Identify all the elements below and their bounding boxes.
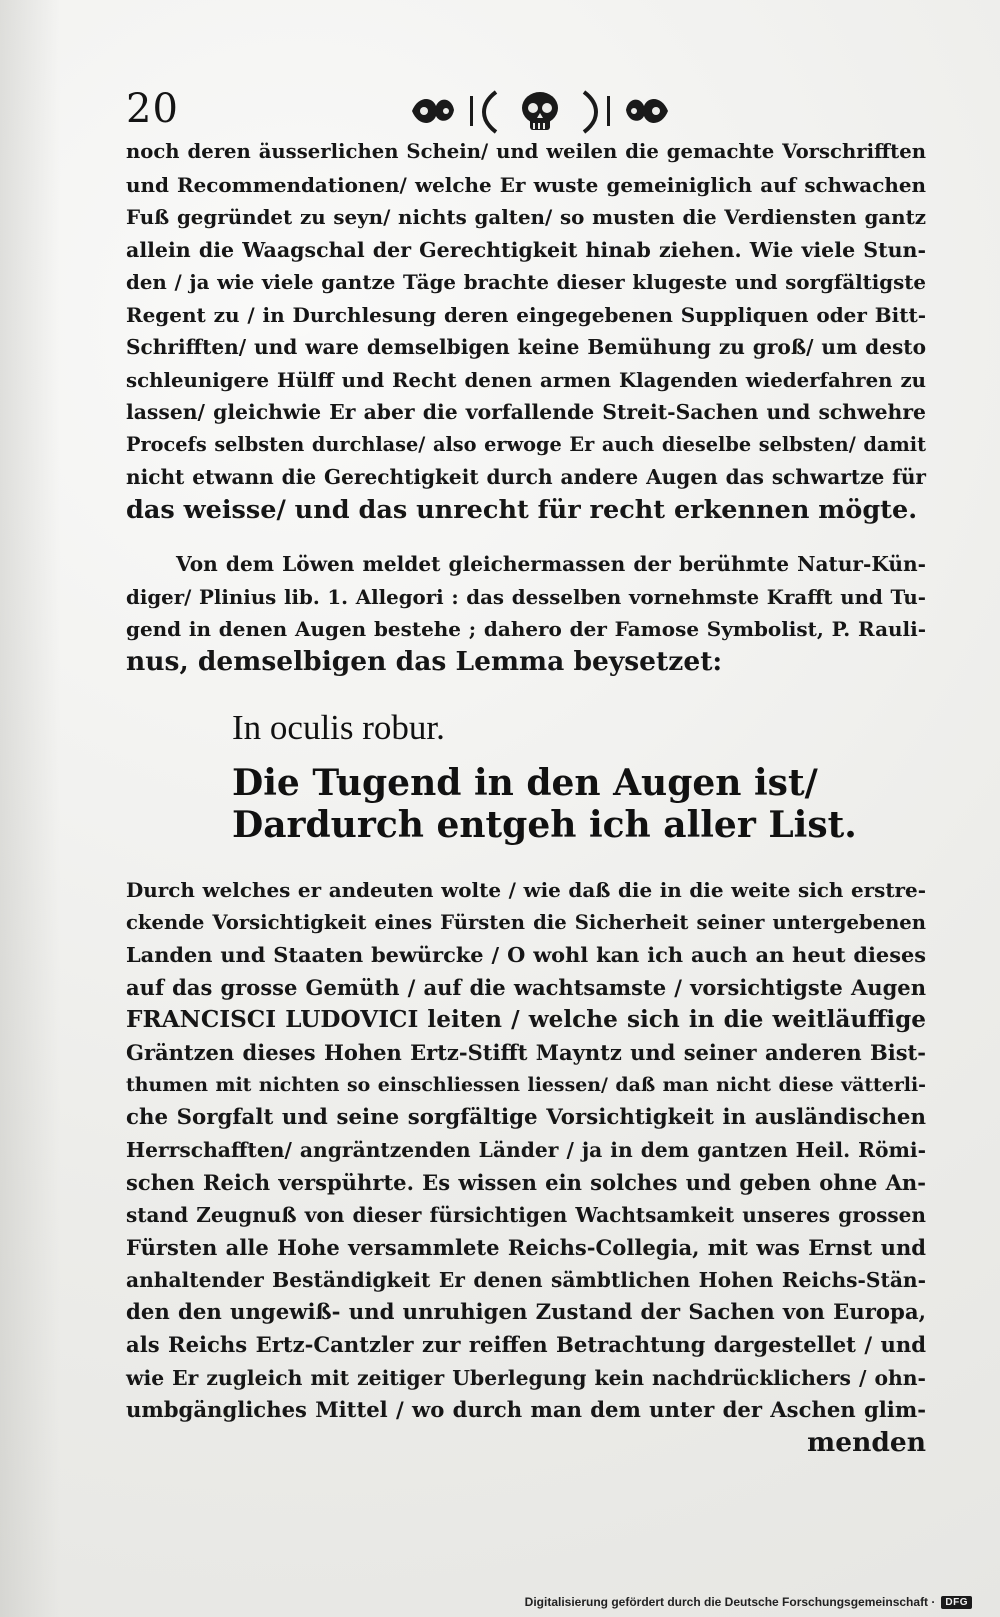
paragraph-2 bbox=[126, 548, 926, 678]
page-header bbox=[120, 86, 840, 136]
text-line: Regent zu / in Durchlesung deren eingegebenen Suppliquen oder Bitt- bbox=[126, 302, 926, 327]
motto-german-line-2: Dardurch entgeh ich aller List. bbox=[232, 804, 857, 846]
text-line: und Recommendationen/ welche Er wuste gemeiniglich auf schwachen bbox=[126, 172, 926, 197]
text-line: Fürsten alle Hohe versammlete Reichs-Collegia, mit was Ernst und bbox=[126, 1234, 926, 1260]
text-line: lassen/ gleichwie Er aber die vorfallende Streit-Sachen und schwehre bbox=[126, 400, 926, 424]
page-number: 20 bbox=[126, 86, 179, 132]
text-line: Fuß gegründet zu seyn/ nichts galten/ so musten die Verdiensten gantz bbox=[126, 205, 926, 229]
text-line: schleunigere Hülff und Recht denen armen Klagenden wiederfahren zu bbox=[126, 367, 926, 392]
text-line: gend in denen Augen bestehe ; dahero der Famose Symbolist, P. Rauli- bbox=[126, 617, 926, 641]
text-line: umbgängliches Mittel / wo durch man dem unter der Aschen glim- bbox=[126, 1397, 926, 1422]
text-line: den / ja wie viele gantze Täge brachte dieser klugeste und sorgfältigste bbox=[126, 270, 926, 294]
dfg-logo: DFG bbox=[941, 1596, 972, 1609]
text-line: als Reichs Ertz-Cantzler zur reiffen Betrachtung dargestellet / und bbox=[126, 1332, 926, 1357]
page-gutter-shadow bbox=[0, 0, 60, 1617]
text-line: nus, demselbigen das Lemma beysetzet: bbox=[126, 645, 723, 677]
text-line: den den ungewiß- und unruhigen Zustand der Sachen von Europa, bbox=[126, 1299, 926, 1325]
text-line: nicht etwann die Gerechtigkeit durch andere Augen das schwartze für bbox=[126, 465, 926, 489]
text-line: ckende Vorsichtigkeit eines Fürsten die Sicherheit seiner untergebenen bbox=[126, 910, 926, 934]
motto-latin: In oculis robur. bbox=[232, 708, 445, 747]
text-line: Landen und Staaten bewürcke / O wohl kan ich auch an heut dieses bbox=[126, 942, 926, 967]
text-line: che Sorgfalt und seine sorgfältige Vorsichtigkeit in ausländischen bbox=[126, 1104, 926, 1130]
text-line: schen Reich verspührte. Es wissen ein solches und geben ohne An- bbox=[126, 1169, 926, 1195]
text-line: anhaltender Beständigkeit Er denen sämbtlichen Hohen Reichs-Stän- bbox=[126, 1268, 926, 1292]
text-line: FRANCISCI LUDOVICI leiten / welche sich in die weitläuffige bbox=[126, 1006, 926, 1033]
text-line: Procefs selbsten durchlase/ also erwoge Er auch dieselbe selbsten/ damit bbox=[126, 432, 926, 456]
text-line: Durch welches er andeuten wolte / wie daß die in die weite sich erstre- bbox=[126, 878, 926, 902]
digitization-credit bbox=[525, 1595, 972, 1609]
text-line: auf das grosse Gemüth / auf die wachtsamste / vorsichtigste Augen bbox=[126, 974, 926, 1000]
motto-german-line-1: Die Tugend in den Augen ist/ bbox=[232, 762, 818, 804]
text-line: Schrifften/ und ware demselbigen keine Bemühung zu groß/ um desto bbox=[126, 335, 926, 359]
text-line: stand Zeugnuß von dieser fürsichtigen Wachtsamkeit unseres grossen bbox=[126, 1203, 926, 1227]
text-line: wie Er zugleich mit zeitiger Uberlegung kein nachdrücklichers / ohn- bbox=[126, 1365, 926, 1390]
skull-ornament-icon bbox=[400, 86, 680, 136]
text-line: Herrschafften/ angräntzenden Länder / ja in dem gantzen Heil. Römi- bbox=[126, 1138, 926, 1162]
credit-text: Digitalisierung gefördert durch die Deutsche Forschungsgemeinschaft · bbox=[524, 1595, 936, 1609]
text-line: noch deren äusserlichen Schein/ und weilen die gemachte Vorschrifften bbox=[126, 140, 926, 163]
text-line: Gräntzen dieses Hohen Ertz-Stifft Mayntz und seiner anderen Bist- bbox=[126, 1039, 926, 1065]
paragraph-3 bbox=[126, 874, 926, 1459]
text-line: allein die Waagschal der Gerechtigkeit hinab ziehen. Wie viele Stun- bbox=[126, 237, 926, 262]
motto-german bbox=[232, 762, 857, 846]
text-line: thumen mit nichten so einschliessen liessen/ daß man nicht diese vätterli- bbox=[126, 1074, 926, 1096]
paragraph-1 bbox=[126, 136, 926, 526]
text-line: das weisse/ und das unrecht für recht erkennen mögte. bbox=[126, 494, 918, 525]
text-line: Von dem Löwen meldet gleichermassen der berühmte Natur-Kün- bbox=[176, 552, 926, 576]
text-line: diger/ Plinius lib. 1. Allegori : das desselben vornehmste Krafft und Tu- bbox=[126, 584, 926, 609]
catchword: menden bbox=[807, 1426, 926, 1458]
